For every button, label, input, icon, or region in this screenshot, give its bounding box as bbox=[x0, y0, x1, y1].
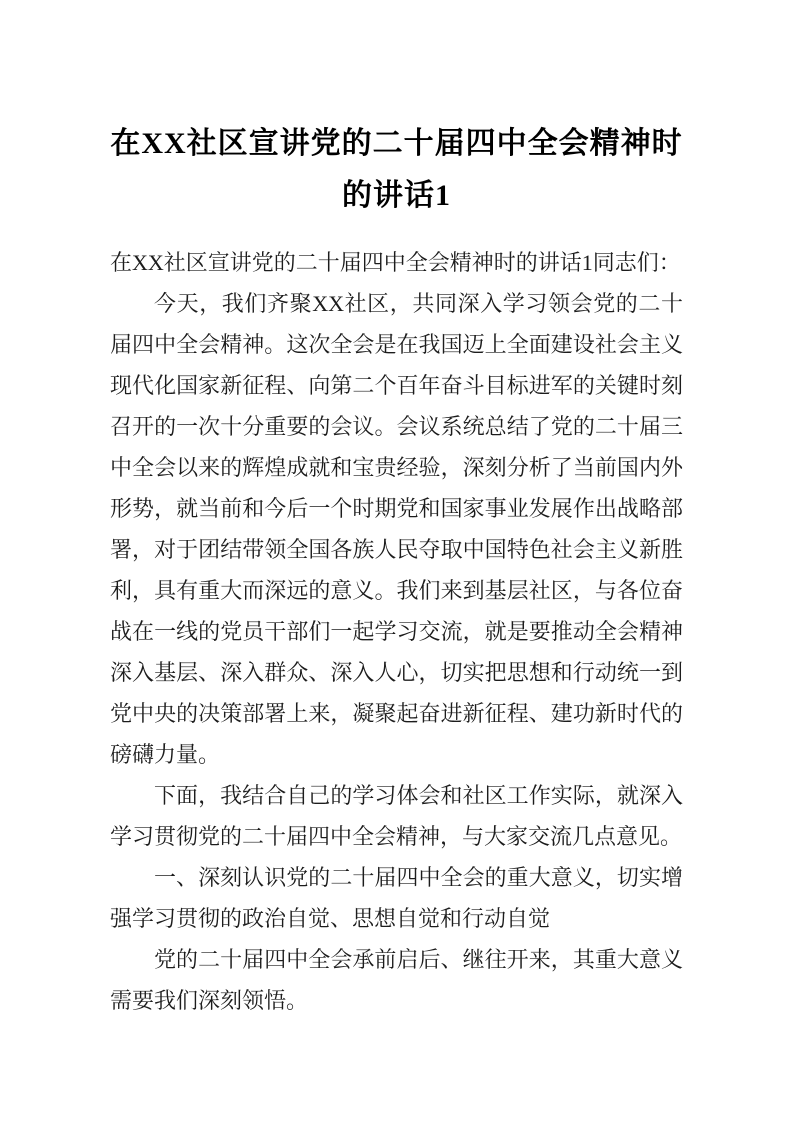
document-title-line-2: 的讲话1 bbox=[342, 179, 451, 212]
paragraph-transition: 下面，我结合自己的学习体会和社区工作实际，就深入学习贯彻党的二十届四中全会精神，与大家交流几点意见。 bbox=[110, 783, 683, 849]
document-title-line-1: 在XX社区宣讲党的二十届四中全会精神时 bbox=[110, 127, 683, 160]
paragraph-intro: 今天，我们齐聚XX社区，共同深入学习领会党的二十届四中全会精神。这次全会是在我国迈上全面建设社会主义现代化国家新征程、向第二个百年奋斗目标进军的关键时刻召开的一次十分重要的会议。会议系统总结了党的二十届三中全会以来的辉煌成就和宝贵经验，深刻分析了当前国内外形势，就当前和今后一个时期党和国家事业发展作出战略部署，对于团结带领全国各族人民夺取中国特色社会主义新胜利，具有重大而深远的意义。我们来到基层社区，与各位奋战在一线的党员干部们一起学习交流，就是要推动全会精神深入基层、深入群众、深入人心，切实把思想和行动统一到党中央的决策部署上来，凝聚起奋进新征程、建功新时代的磅礴力量。 bbox=[110, 291, 683, 767]
paragraph-section-heading: 一、深刻认识党的二十届四中全会的重大意义，切实增强学习贯彻的政治自觉、思想自觉和行动自觉 bbox=[110, 865, 683, 931]
paragraph-section-body: 党的二十届四中全会承前启后、继往开来，其重大意义需要我们深刻领悟。 bbox=[110, 947, 683, 1013]
document-body bbox=[110, 242, 683, 1021]
document-title bbox=[110, 118, 683, 222]
paragraph-salutation: 在XX社区宣讲党的二十届四中全会精神时的讲话1同志们： bbox=[110, 250, 681, 275]
